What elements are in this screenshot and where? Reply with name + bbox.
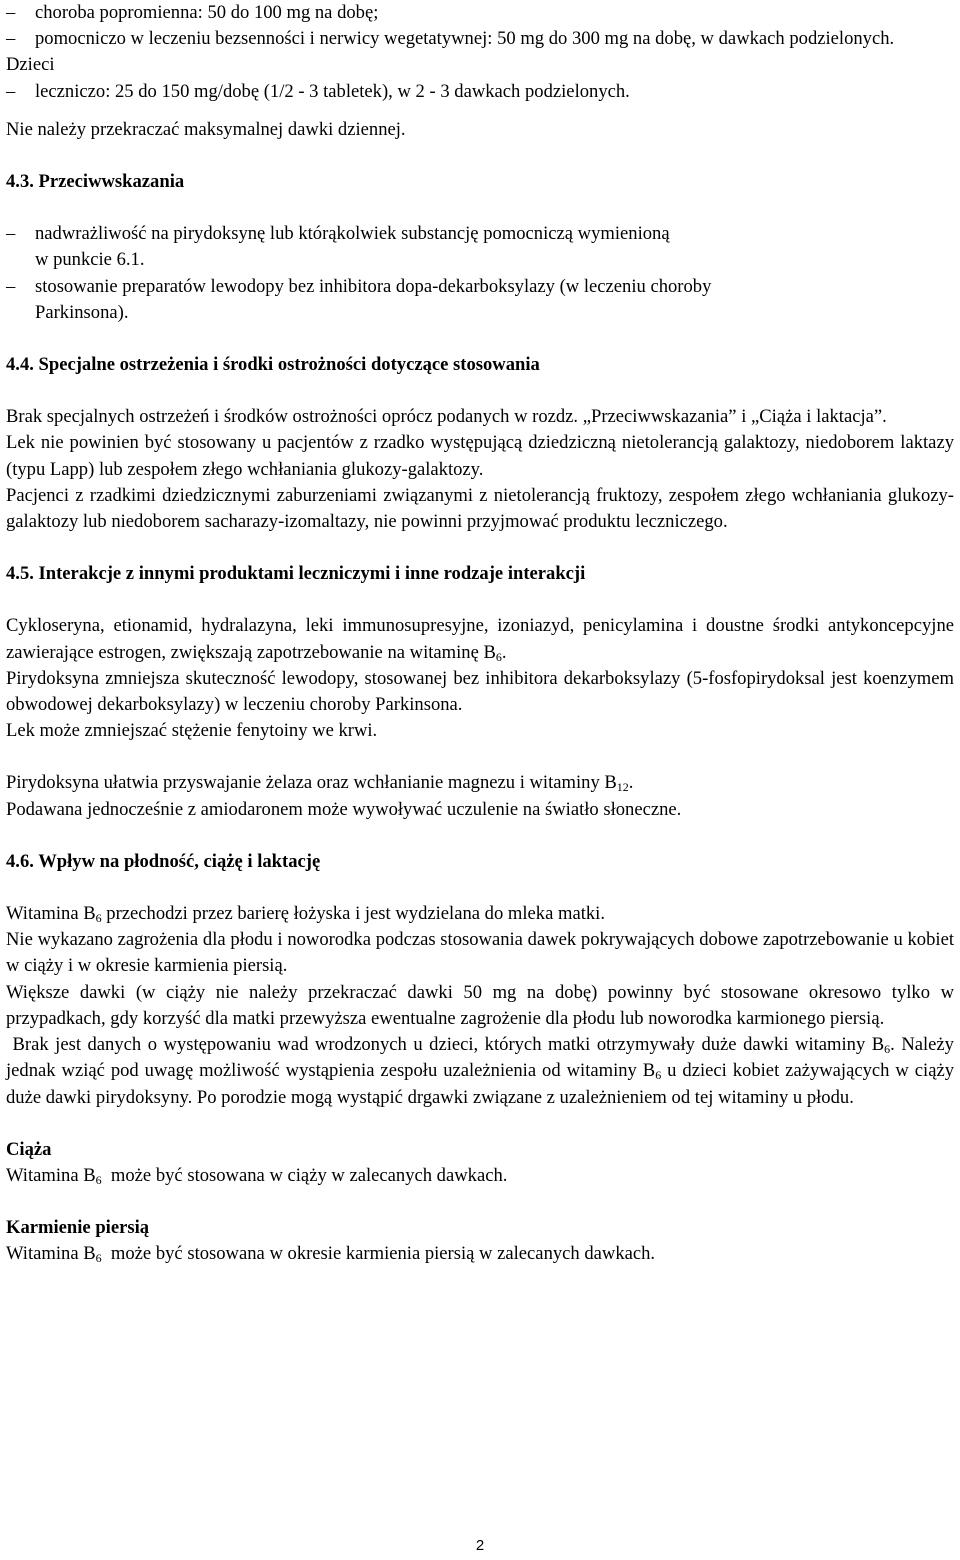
paragraph: Witamina $B_6$ może być stosowana w ciąży w zalecanych dawkach.: [6, 1164, 508, 1187]
list-item-text: pomocniczo w leczeniu bezsenności i nerwicy wegetatywnej: 50 mg do 300 mg na dobę, w dawkach podzielonych.: [35, 28, 895, 50]
subheading-pregnancy: Ciąża: [6, 1138, 52, 1160]
paragraph: Witamina $B_6$ przechodzi przez barierę łożyska i jest wydzielana do mleka matki.: [6, 903, 605, 926]
paragraph: Pirydoksyna zmniejsza skuteczność lewodopy, stosowanej bez inhibitora dekarboksylazy (5-fosfopirydoksal jest koenzymem obwodowej dekarboksylazy) w leczeniu choroby Parkinsona.: [6, 667, 954, 716]
paragraph: Większe dawki (w ciąży nie należy przekraczać dawki 50 mg na dobę) powinny być stosowane okresowo tylko w przypadkach, gdy korzyść dla matki przewyższa ewentualne zagrożenie dla płodu lub noworodka karmionego piersią.: [6, 981, 954, 1029]
list-item-continuation: w punkcie 6.1.: [35, 249, 145, 271]
paragraph: Brak specjalnych ostrzeżeń i środków ostrożności oprócz podanych w rozdz. „Przeciwwskazania” i „Ciąża i laktacja”.: [6, 406, 887, 428]
section-heading-4-5: 4.5. Interakcje z innymi produktami leczniczymi i inne rodzaje interakcji: [6, 563, 586, 585]
paragraph: Brak jest danych o występowaniu wad wrodzonych u dzieci, których matki otrzymywały duże dawki witaminy $B_6$. Należy jednak wziąć pod uwagę możliwość wystąpienia zespołu uzależnienia od witaminy $B_6$ u dzieci kobiet zażywających w ciąży duże dawki pirydoksyny. Po porodzie mogą wystąpić drgawki związane z uzależnieniem od tej witaminy u płodu.: [6, 1034, 959, 1108]
list-item: – leczniczo: 25 do 150 mg/dobę (1/2 - 3 tabletek), w 2 - 3 dawkach podzielonych.: [6, 79, 954, 105]
paragraph: Witamina $B_6$ może być stosowana w okresie karmienia piersią w zalecanych dawkach.: [6, 1243, 656, 1266]
list-item: – choroba popromienna: 50 do 100 mg na dobę;: [6, 0, 954, 26]
paragraph: Cykloseryna, etionamid, hydralazyna, leki immunosupresyjne, izoniazyd, penicylamina i doustne środki antykoncepcyjne zawierające estrogen, zwiększają zapotrzebowanie na witaminę $B_6$.: [6, 615, 954, 664]
paragraph: Pacjenci z rzadkimi dziedzicznymi zaburzeniami związanymi z nietolerancją fruktozy, zespołem złego wchłaniania glukozy-galaktozy lub niedoborem sacharazy-izomaltazy, nie powinni przyjmować produktu leczniczego.: [6, 484, 954, 533]
paragraph: Pirydoksyna ułatwia przyswajanie żelaza oraz wchłanianie magnezu i witaminy $B_{12}$.: [6, 772, 634, 795]
list-item-continuation: Parkinsona).: [35, 301, 129, 323]
page-number: 2: [475, 1537, 485, 1554]
paragraph: Podawana jednocześnie z amiodaronem może wywoływać uczulenie na światło słoneczne.: [6, 798, 682, 820]
subheading-breastfeeding: Karmienie piersią: [6, 1217, 150, 1239]
paragraph: Lek nie powinien być stosowany u pacjentów z rzadko występującą dziedziczną nietolerancją galaktozy, niedoborem laktazy (typu Lapp) lub zespołem złego wchłaniania glukozy-galaktozy.: [6, 432, 954, 480]
section-heading-4-3: 4.3. Przeciwwskazania: [6, 171, 185, 193]
subheading-children: Dzieci: [6, 54, 55, 76]
list-item: – stosowanie preparatów lewodopy bez inhibitora dopa-dekarboksylazy (w leczeniu choroby: [6, 274, 954, 300]
document-page: [6, 0, 959, 1268]
list-item: [6, 26, 954, 52]
paragraph: Nie wykazano zagrożenia dla płodu i noworodka podczas stosowania dawek pokrywających dobowe zapotrzebowanie u kobiet w ciąży i w okresie karmienia piersią.: [6, 929, 954, 977]
list-item: – nadwrażliwość na pirydoksynę lub którąkolwiek substancję pomocniczą wymienioną: [6, 221, 954, 247]
paragraph: Lek może zmniejszać stężenie fenytoiny we krwi.: [6, 720, 378, 742]
section-heading-4-4: 4.4. Specjalne ostrzeżenia i środki ostrożności dotyczące stosowania: [6, 354, 540, 376]
section-heading-4-6: 4.6. Wpływ na płodność, ciążę i laktację: [6, 850, 321, 872]
max-dose-note: Nie należy przekraczać maksymalnej dawki dziennej.: [6, 118, 406, 140]
